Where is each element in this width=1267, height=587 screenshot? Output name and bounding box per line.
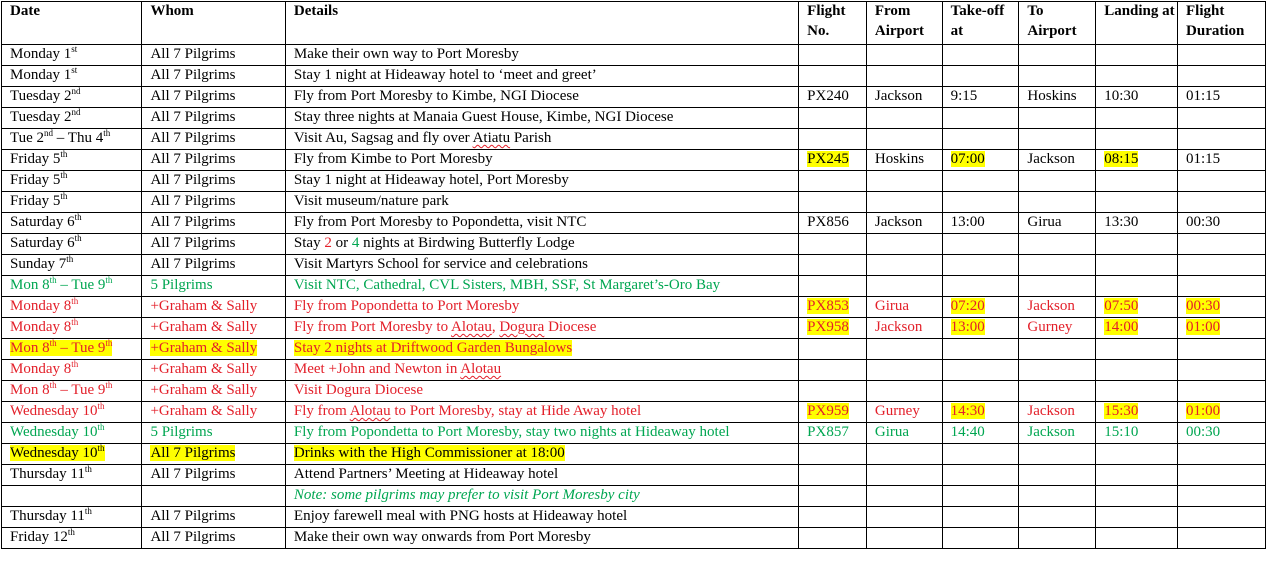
cell-whom: +Graham & Sally [142,402,285,423]
cell-whom: 5 Pilgrims [142,423,285,444]
cell-landing [1096,507,1178,528]
cell-from [866,234,942,255]
col-header-details: Details [285,2,798,45]
cell-details: Drinks with the High Commissioner at 18:00 [285,444,798,465]
cell-flight [799,486,867,507]
cell-date: Monday 1st [2,66,142,87]
cell-from [866,444,942,465]
table-row [2,528,1266,549]
cell-takeoff: 07:00 [942,150,1019,171]
cell-date [2,486,142,507]
cell-flight: PX856 [799,213,867,234]
cell-duration [1178,66,1266,87]
cell-to [1019,486,1096,507]
cell-date: Monday 8th [2,360,142,381]
cell-takeoff: 13:00 [942,318,1019,339]
cell-flight [799,465,867,486]
table-row [2,45,1266,66]
cell-takeoff [942,129,1019,150]
cell-details: Attend Partners’ Meeting at Hideaway hotel [285,465,798,486]
cell-from: Jackson [866,213,942,234]
cell-to [1019,339,1096,360]
cell-takeoff [942,339,1019,360]
cell-flight: PX240 [799,87,867,108]
cell-to: Girua [1019,213,1096,234]
table-row [2,213,1266,234]
cell-flight [799,45,867,66]
table-row [2,276,1266,297]
cell-whom: +Graham & Sally [142,339,285,360]
cell-takeoff [942,528,1019,549]
cell-date: Monday 1st [2,45,142,66]
cell-from: Jackson [866,318,942,339]
table-row [2,234,1266,255]
cell-whom: All 7 Pilgrims [142,192,285,213]
cell-whom: All 7 Pilgrims [142,150,285,171]
cell-date: Friday 5th [2,171,142,192]
cell-flight [799,360,867,381]
cell-details: Fly from Popondetta to Port Moresby, stay two nights at Hideaway hotel [285,423,798,444]
cell-flight [799,381,867,402]
cell-to: Gurney [1019,318,1096,339]
cell-details: Fly from Popondetta to Port Moresby [285,297,798,318]
cell-landing [1096,255,1178,276]
col-header-flight-no: Flight No. [799,2,867,45]
cell-takeoff: 9:15 [942,87,1019,108]
cell-to [1019,129,1096,150]
cell-whom: All 7 Pilgrims [142,66,285,87]
cell-date: Friday 12th [2,528,142,549]
cell-duration: 01:15 [1178,87,1266,108]
cell-to [1019,192,1096,213]
cell-landing [1096,45,1178,66]
cell-landing [1096,528,1178,549]
cell-details: Visit Au, Sagsag and fly over Atiatu Parish [285,129,798,150]
cell-details: Fly from Port Moresby to Kimbe, NGI Diocese [285,87,798,108]
cell-whom: +Graham & Sally [142,381,285,402]
cell-flight [799,234,867,255]
cell-from [866,339,942,360]
cell-whom: All 7 Pilgrims [142,444,285,465]
cell-from: Girua [866,423,942,444]
cell-date: Mon 8th – Tue 9th [2,339,142,360]
cell-details: Make their own way to Port Moresby [285,45,798,66]
cell-date: Friday 5th [2,192,142,213]
cell-whom: All 7 Pilgrims [142,507,285,528]
table-row [2,486,1266,507]
header-row [2,2,1266,45]
table-row [2,129,1266,150]
cell-to [1019,234,1096,255]
cell-duration: 00:30 [1178,297,1266,318]
col-header-to-airport: To Airport [1019,2,1096,45]
cell-to [1019,171,1096,192]
table-row [2,381,1266,402]
cell-landing [1096,360,1178,381]
cell-duration [1178,108,1266,129]
cell-to [1019,66,1096,87]
cell-duration [1178,528,1266,549]
cell-to [1019,507,1096,528]
cell-flight: PX959 [799,402,867,423]
table-row [2,318,1266,339]
cell-whom: All 7 Pilgrims [142,129,285,150]
cell-duration [1178,381,1266,402]
cell-from [866,108,942,129]
col-header-from-airport: From Airport [866,2,942,45]
cell-to [1019,465,1096,486]
table-row [2,360,1266,381]
col-header-whom: Whom [142,2,285,45]
table-row [2,339,1266,360]
cell-date: Saturday 6th [2,234,142,255]
col-header-landing: Landing at [1096,2,1178,45]
cell-details: Fly from Kimbe to Port Moresby [285,150,798,171]
cell-landing [1096,108,1178,129]
cell-date: Mon 8th – Tue 9th [2,381,142,402]
table-row [2,66,1266,87]
cell-from [866,255,942,276]
cell-whom [142,486,285,507]
cell-duration [1178,234,1266,255]
cell-flight [799,339,867,360]
cell-date: Saturday 6th [2,213,142,234]
table-row [2,402,1266,423]
cell-from [866,45,942,66]
cell-whom: All 7 Pilgrims [142,108,285,129]
cell-details: Stay 1 night at Hideaway hotel, Port Moresby [285,171,798,192]
cell-date: Wednesday 10th [2,423,142,444]
cell-flight: PX958 [799,318,867,339]
table-row [2,87,1266,108]
table-row [2,255,1266,276]
cell-landing: 15:30 [1096,402,1178,423]
cell-details: Enjoy farewell meal with PNG hosts at Hideaway hotel [285,507,798,528]
cell-to [1019,276,1096,297]
cell-to [1019,45,1096,66]
cell-from: Jackson [866,87,942,108]
cell-whom: All 7 Pilgrims [142,255,285,276]
cell-duration: 01:00 [1178,318,1266,339]
table-row [2,150,1266,171]
cell-duration [1178,507,1266,528]
cell-date: Wednesday 10th [2,402,142,423]
cell-takeoff [942,381,1019,402]
cell-date: Monday 8th [2,297,142,318]
col-header-takeoff: Take-off at [942,2,1019,45]
cell-flight [799,276,867,297]
cell-landing: 10:30 [1096,87,1178,108]
cell-from [866,381,942,402]
cell-to: Jackson [1019,150,1096,171]
cell-landing [1096,486,1178,507]
cell-whom: +Graham & Sally [142,297,285,318]
cell-flight: PX245 [799,150,867,171]
table-row [2,423,1266,444]
cell-from: Hoskins [866,150,942,171]
cell-duration: 01:15 [1178,150,1266,171]
cell-date: Thursday 11th [2,507,142,528]
cell-landing [1096,339,1178,360]
cell-duration [1178,276,1266,297]
cell-landing: 13:30 [1096,213,1178,234]
cell-flight: PX853 [799,297,867,318]
cell-duration [1178,192,1266,213]
cell-duration [1178,486,1266,507]
cell-landing: 08:15 [1096,150,1178,171]
cell-landing [1096,171,1178,192]
cell-takeoff [942,66,1019,87]
cell-from [866,507,942,528]
cell-landing [1096,66,1178,87]
cell-details: Visit museum/nature park [285,192,798,213]
cell-flight [799,171,867,192]
cell-takeoff: 14:40 [942,423,1019,444]
cell-duration [1178,444,1266,465]
cell-from [866,528,942,549]
col-header-date: Date [2,2,142,45]
cell-date: Monday 8th [2,318,142,339]
cell-takeoff [942,234,1019,255]
cell-flight [799,192,867,213]
cell-takeoff [942,444,1019,465]
cell-to [1019,255,1096,276]
table-row [2,297,1266,318]
cell-landing [1096,129,1178,150]
table-row [2,192,1266,213]
cell-flight [799,444,867,465]
cell-date: Wednesday 10th [2,444,142,465]
cell-from [866,66,942,87]
cell-landing [1096,465,1178,486]
cell-landing: 14:00 [1096,318,1178,339]
table-row [2,444,1266,465]
cell-takeoff [942,465,1019,486]
cell-whom: All 7 Pilgrims [142,87,285,108]
cell-date: Mon 8th – Tue 9th [2,276,142,297]
cell-duration [1178,255,1266,276]
cell-from [866,276,942,297]
cell-whom: +Graham & Sally [142,318,285,339]
cell-date: Friday 5th [2,150,142,171]
cell-takeoff [942,45,1019,66]
cell-to [1019,108,1096,129]
cell-flight [799,66,867,87]
cell-landing [1096,444,1178,465]
cell-whom: All 7 Pilgrims [142,213,285,234]
cell-takeoff [942,276,1019,297]
cell-flight [799,528,867,549]
cell-takeoff [942,360,1019,381]
col-header-duration: Flight Duration [1178,2,1266,45]
cell-takeoff [942,192,1019,213]
cell-duration [1178,45,1266,66]
cell-details: Visit NTC, Cathedral, CVL Sisters, MBH, SSF, St Margaret’s-Oro Bay [285,276,798,297]
cell-from [866,129,942,150]
cell-whom: All 7 Pilgrims [142,234,285,255]
cell-duration: 01:00 [1178,402,1266,423]
cell-date: Sunday 7th [2,255,142,276]
cell-landing: 15:10 [1096,423,1178,444]
cell-to [1019,381,1096,402]
cell-from [866,171,942,192]
cell-landing [1096,234,1178,255]
cell-details: Fly from Port Moresby to Alotau, Dogura Diocese [285,318,798,339]
cell-whom: 5 Pilgrims [142,276,285,297]
cell-details: Stay three nights at Manaia Guest House, Kimbe, NGI Diocese [285,108,798,129]
cell-to [1019,444,1096,465]
cell-takeoff: 14:30 [942,402,1019,423]
cell-flight [799,129,867,150]
cell-from: Girua [866,297,942,318]
cell-duration: 00:30 [1178,423,1266,444]
cell-flight [799,255,867,276]
cell-date: Tue 2nd – Thu 4th [2,129,142,150]
cell-details: Fly from Port Moresby to Popondetta, visit NTC [285,213,798,234]
cell-duration [1178,129,1266,150]
table-row [2,465,1266,486]
cell-details: Stay 1 night at Hideaway hotel to ‘meet and greet’ [285,66,798,87]
cell-landing [1096,192,1178,213]
cell-duration [1178,339,1266,360]
cell-whom: All 7 Pilgrims [142,465,285,486]
cell-flight: PX857 [799,423,867,444]
cell-details: Visit Martyrs School for service and celebrations [285,255,798,276]
cell-whom: +Graham & Sally [142,360,285,381]
cell-takeoff [942,255,1019,276]
cell-duration [1178,465,1266,486]
cell-duration [1178,360,1266,381]
cell-takeoff [942,507,1019,528]
cell-from [866,360,942,381]
cell-whom: All 7 Pilgrims [142,45,285,66]
cell-details: Fly from Alotau to Port Moresby, stay at Hide Away hotel [285,402,798,423]
cell-details: Make their own way onwards from Port Moresby [285,528,798,549]
cell-landing [1096,381,1178,402]
table-row [2,507,1266,528]
cell-to: Jackson [1019,297,1096,318]
itinerary-table [1,1,1266,549]
cell-from [866,192,942,213]
cell-flight [799,507,867,528]
cell-takeoff [942,108,1019,129]
cell-from [866,486,942,507]
cell-to [1019,528,1096,549]
cell-takeoff: 13:00 [942,213,1019,234]
cell-to: Hoskins [1019,87,1096,108]
cell-details-note: Note: some pilgrims may prefer to visit Port Moresby city [285,486,798,507]
cell-whom: All 7 Pilgrims [142,171,285,192]
cell-details: Stay 2 nights at Driftwood Garden Bungalows [285,339,798,360]
cell-whom: All 7 Pilgrims [142,528,285,549]
cell-takeoff: 07:20 [942,297,1019,318]
cell-to: Jackson [1019,402,1096,423]
table-row [2,108,1266,129]
cell-details: Stay 2 or 4 nights at Birdwing Butterfly Lodge [285,234,798,255]
cell-date: Tuesday 2nd [2,87,142,108]
cell-to: Jackson [1019,423,1096,444]
cell-from: Gurney [866,402,942,423]
cell-takeoff [942,486,1019,507]
cell-to [1019,360,1096,381]
cell-takeoff [942,171,1019,192]
cell-landing: 07:50 [1096,297,1178,318]
cell-date: Thursday 11th [2,465,142,486]
cell-details: Meet +John and Newton in Alotau [285,360,798,381]
cell-duration [1178,171,1266,192]
table-row [2,171,1266,192]
cell-from [866,465,942,486]
cell-duration: 00:30 [1178,213,1266,234]
cell-details: Visit Dogura Diocese [285,381,798,402]
cell-flight [799,108,867,129]
cell-date: Tuesday 2nd [2,108,142,129]
cell-landing [1096,276,1178,297]
